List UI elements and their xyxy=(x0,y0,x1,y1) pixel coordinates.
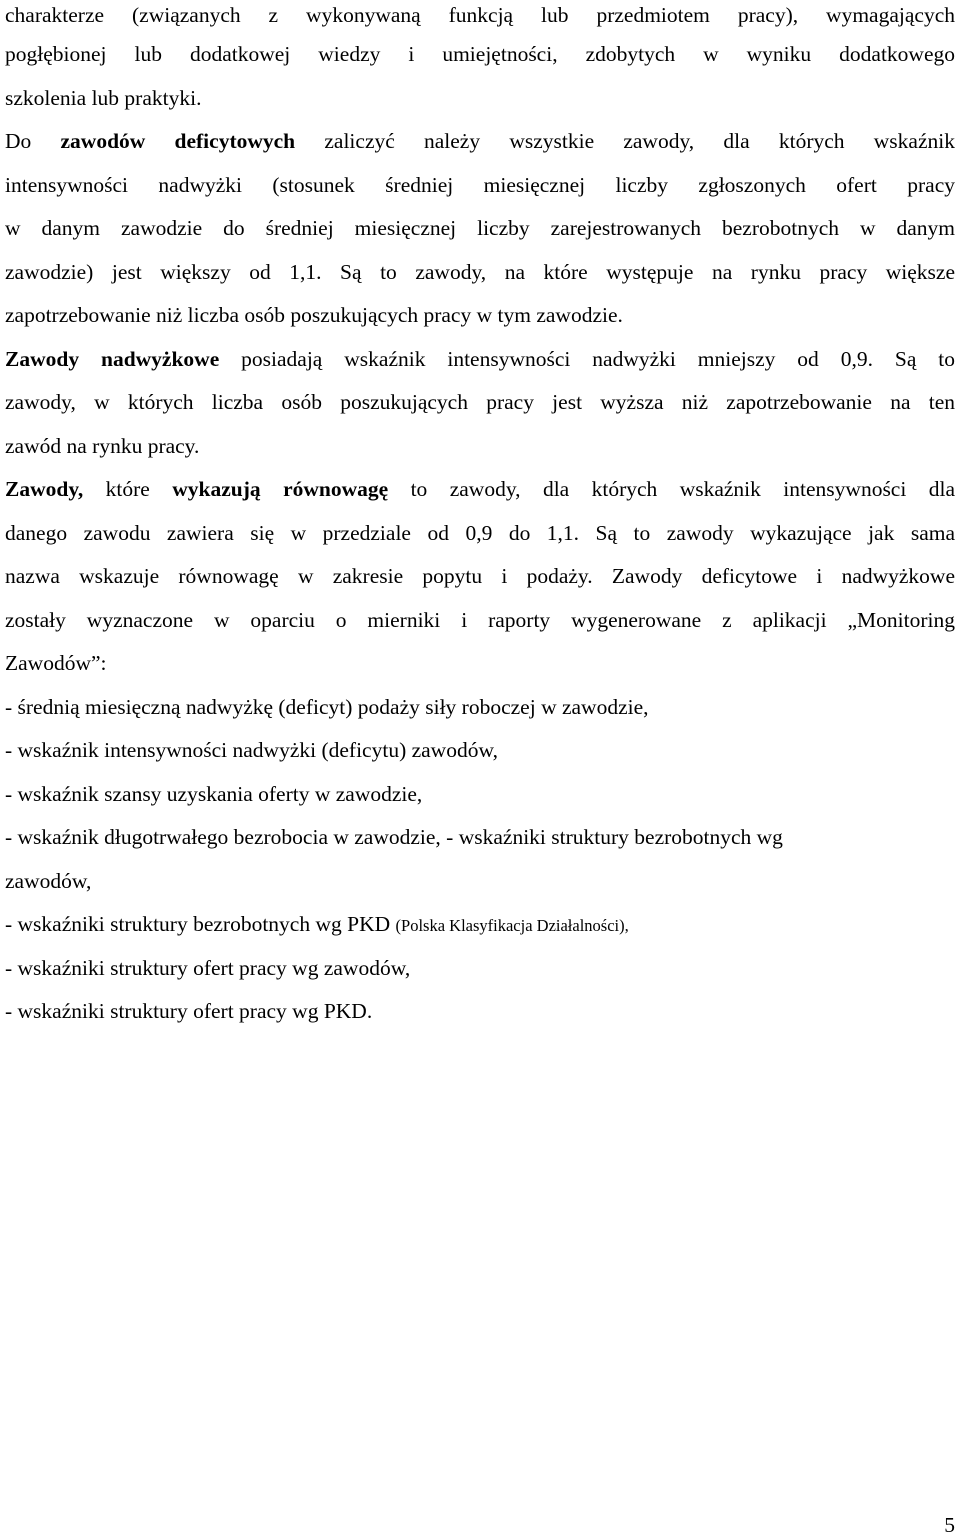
text-line: charakterze (związanych z wykonywaną funkcją lub przedmiotem pracy), wymagających xyxy=(5,3,955,27)
list-item-continuation: zawodów, xyxy=(5,869,92,893)
text-line: w danym zawodzie do średniej miesięcznej liczby zarejestrowanych bezrobotnych w danym xyxy=(5,216,955,240)
text-line: zostały wyznaczone w oparciu o mierniki i raporty wygenerowane z aplikacji „Monitoring xyxy=(5,608,955,632)
list-item: - wskaźnik długotrwałego bezrobocia w zawodzie, - wskaźniki struktury bezrobotnych wg xyxy=(5,825,783,849)
list-item: - wskaźnik szansy uzyskania oferty w zawodzie, xyxy=(5,782,423,806)
text-line: szkolenia lub praktyki. xyxy=(5,86,202,110)
term-rownowaga: wykazują równowagę xyxy=(172,477,389,501)
list-item: - wskaźniki struktury bezrobotnych wg PKD (Polska Klasyfikacja Działalności), xyxy=(5,912,629,936)
list-item: - wskaźnik intensywności nadwyżki (deficytu) zawodów, xyxy=(5,738,498,762)
term-zawody-nadwyzkowe: Zawody nadwyżkowe xyxy=(5,347,220,371)
page-number: 5 xyxy=(944,1513,955,1537)
pkd-expansion: (Polska Klasyfikacja Działalności), xyxy=(395,916,629,935)
text-line: Zawody, które wykazują równowagę to zawody, dla których wskaźnik intensywności dla xyxy=(5,477,955,501)
text-line: danego zawodu zawiera się w przedziale od 0,9 do 1,1. Są to zawody wykazujące jak sama xyxy=(5,521,955,545)
list-item: - wskaźniki struktury ofert pracy wg PKD. xyxy=(5,999,373,1023)
list-item: - średnią miesięczną nadwyżkę (deficyt) podaży siły roboczej w zawodzie, xyxy=(5,695,649,719)
text-line: zawodzie) jest większy od 1,1. Są to zawody, na które występuje na rynku pracy większe xyxy=(5,260,955,284)
list-item: - wskaźniki struktury ofert pracy wg zawodów, xyxy=(5,956,411,980)
text-line: zawód na rynku pracy. xyxy=(5,434,200,458)
text-line: zapotrzebowanie niż liczba osób poszukujących pracy w tym zawodzie. xyxy=(5,303,623,327)
text-line: zawody, w których liczba osób poszukujących pracy jest wyższa niż zapotrzebowanie na ten xyxy=(5,390,955,414)
text-line: intensywności nadwyżki (stosunek średniej miesięcznej liczby zgłoszonych ofert pracy xyxy=(5,173,955,197)
text-line: Zawodów”: xyxy=(5,651,107,675)
term-zawody-deficytowe: zawodów deficytowych xyxy=(60,129,296,153)
text-line: nazwa wskazuje równowagę w zakresie popytu i podaży. Zawody deficytowe i nadwyżkowe xyxy=(5,564,955,588)
text-line: Zawody nadwyżkowe posiadają wskaźnik intensywności nadwyżki mniejszy od 0,9. Są to xyxy=(5,347,955,371)
text-line: Do zawodów deficytowych zaliczyć należy wszystkie zawody, dla których wskaźnik xyxy=(5,129,955,153)
text-line: pogłębionej lub dodatkowej wiedzy i umiejętności, zdobytych w wyniku dodatkowego xyxy=(5,42,955,66)
